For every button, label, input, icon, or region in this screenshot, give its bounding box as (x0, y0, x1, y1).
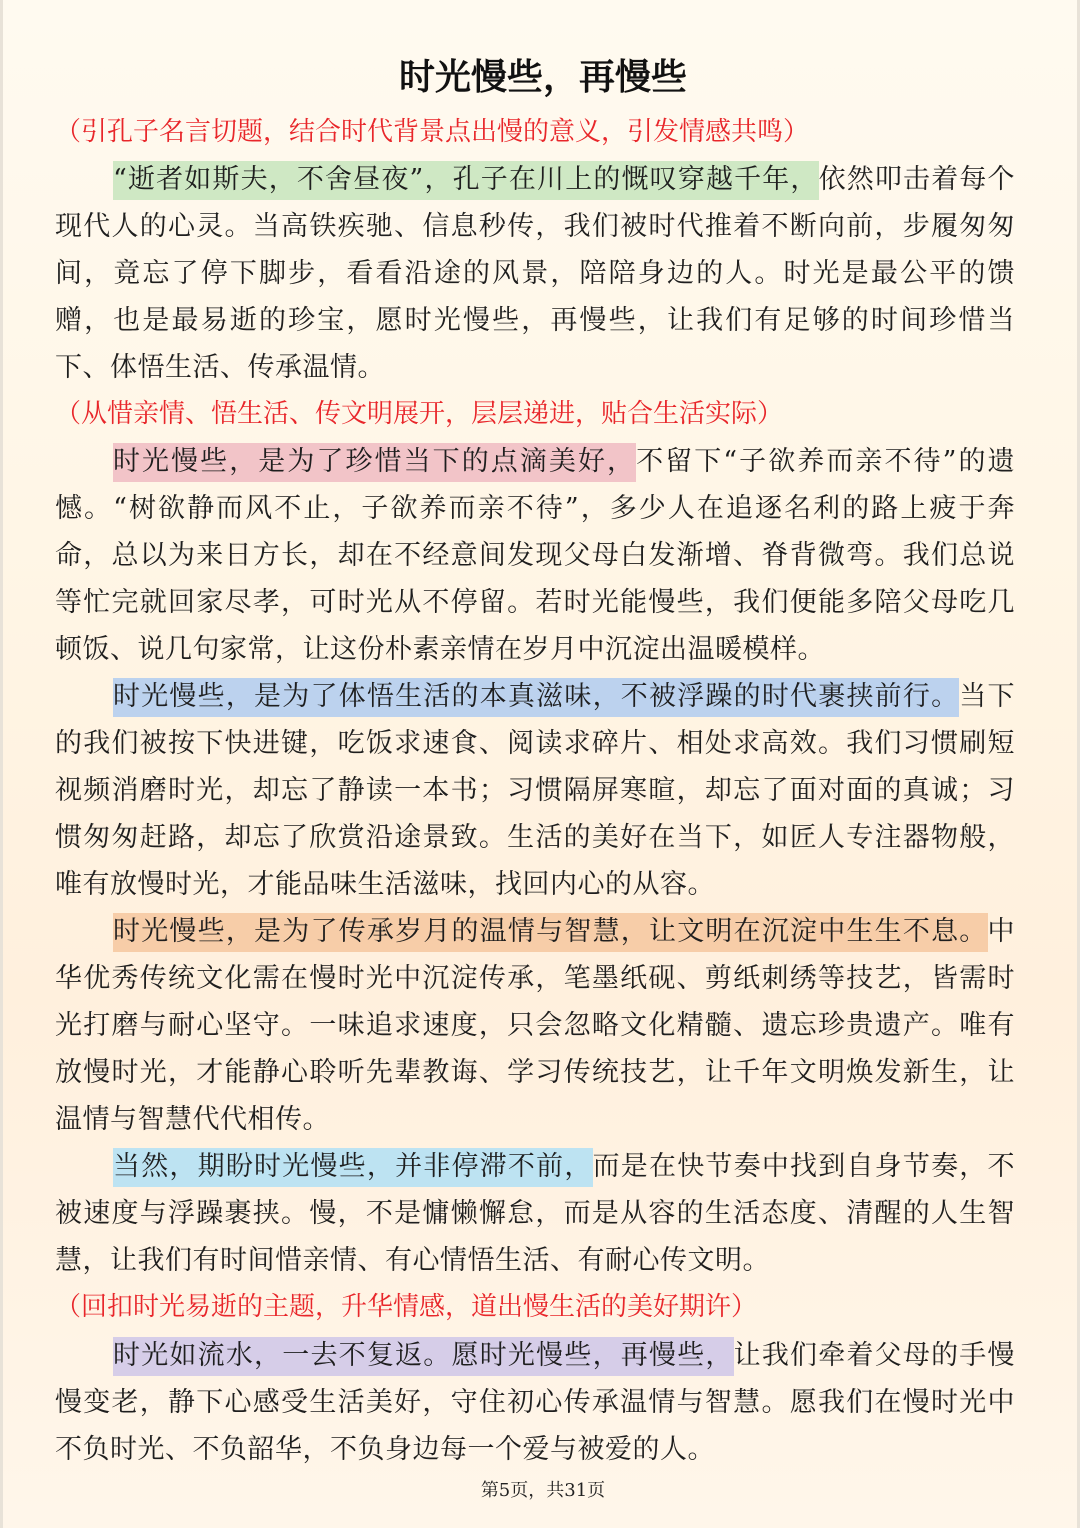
paragraph-5 (55, 1143, 1015, 1284)
highlight-1: “逝者如斯夫，不舍昼夜”，孔子在川上的慨叹穿越千年， (113, 161, 819, 200)
page-number: 第5页，共31页 (480, 1480, 606, 1501)
paragraph-4-text: 中华优秀传统文化需在慢时光中沉淀传承，笔墨纸砚、剪纸刺绣等技艺，皆需时光打磨与耐心坚守。一味追求速度，只会忽略文化精髓、遗忘珍贵遗产。唯有放慢时光，才能静心聆听先辈教诲、学习传统技艺，让千年文明焕发新生，让温情与智慧代代相传。 (55, 916, 1015, 1135)
paragraph-3-text: 当下的我们被按下快进键，吃饭求速食、阅读求碎片、相处求高效。我们习惯刷短视频消磨时光，却忘了静读一本书；习惯隔屏寒暄，却忘了面对面的真诚；习惯匆匆赶路，却忘了欣赏沿途景致。生活的美好在当下，如匠人专注器物般，唯有放慢时光，才能品味生活滋味，找回内心的从容。 (55, 681, 1016, 900)
highlight-5: 当然，期盼时光慢些，并非停滞不前， (113, 1148, 593, 1187)
highlight-2: 时光慢些，是为了珍惜当下的点滴美好， (113, 443, 636, 482)
paragraph-1 (55, 156, 1015, 391)
paragraph-3 (55, 673, 1015, 908)
paragraph-1-text: 依然叩击着每个现代人的心灵。当高铁疾驰、信息秒传，我们被时代推着不断向前，步履匆匆间，竟忘了停下脚步，看看沿途的风景，陪陪身边的人。时光是最公平的馈赠，也是最易逝的珍宝，愿时光慢些，再慢些，让我们有足够的时间珍惜当下、体悟生活、传承温情。 (55, 164, 1016, 383)
highlight-6: 时光如流水，一去不复返。愿时光慢些，再慢些， (113, 1337, 734, 1376)
paragraph-5-text: 而是在快节奏中找到自身节奏，不被速度与浮躁裹挟。慢，不是慵懒懈怠，而是从容的生活态度、清醒的人生智慧，让我们有时间惜亲情、有心情悟生活、有耐心传文明。 (55, 1151, 1016, 1276)
annotation-ending: （回扣时光易逝的主题，升华情感，道出慢生活的美好期许） (55, 1292, 758, 1322)
page-title: 时光慢些，再慢些 (398, 57, 687, 98)
annotation-body: （从惜亲情、悟生活、传文明展开，层层递进，贴合生活实际） (55, 399, 784, 429)
highlight-3: 时光慢些，是为了体悟生活的本真滋味，不被浮躁的时代裹挟前行。 (113, 678, 959, 717)
paragraph-2 (55, 438, 1015, 673)
paragraph-4 (55, 908, 1015, 1143)
annotation-intro: （引孔子名言切题，结合时代背景点出慢的意义，引发情感共鸣） (55, 117, 810, 147)
paragraph-2-text: 不留下“子欲养而亲不待”的遗憾。“树欲静而风不止，子欲养而亲不待”，多少人在追逐名利的路上疲于奔命，总以为来日方长，却在不经意间发现父母白发渐增、脊背微弯。我们总说等忙完就回家尽孝，可时光从不停留。若时光能慢些，我们便能多陪父母吃几顿饭、说几句家常，让这份朴素亲情在岁月中沉淀出温暖模样。 (55, 446, 1016, 665)
highlight-4: 时光慢些，是为了传承岁月的温情与智慧，让文明在沉淀中生生不息。 (113, 913, 988, 952)
paragraph-6-text: 让我们牵着父母的手慢慢变老，静下心感受生活美好，守住初心传承温情与智慧。愿我们在慢时光中不负时光、不负韶华，不负身边每一个爱与被爱的人。 (55, 1340, 1016, 1465)
paragraph-6 (55, 1332, 1015, 1473)
